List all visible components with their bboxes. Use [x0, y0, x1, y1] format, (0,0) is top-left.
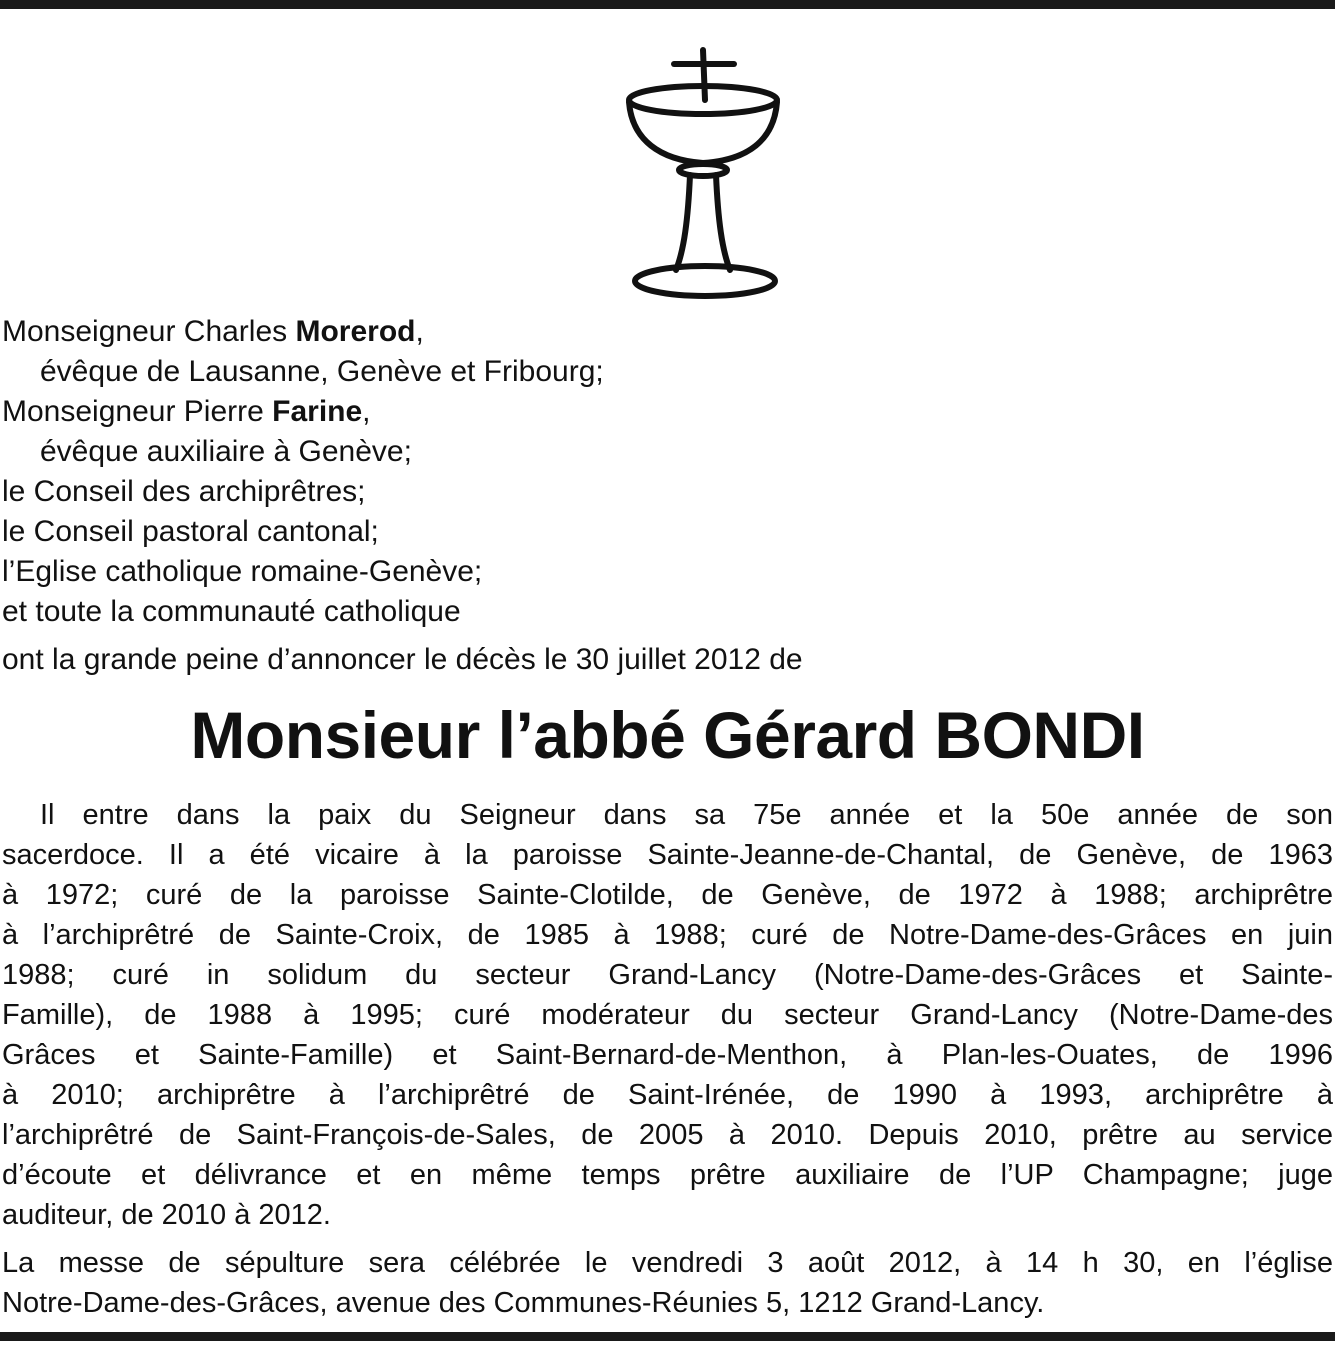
bio-line: 1988; curé in solidum du secteur Grand-Lancy (Notre-Dame-des-Grâces et Sainte- [2, 959, 1333, 991]
sender-line: Monseigneur Charles Morerod, [2, 315, 424, 348]
senders-list [2, 312, 604, 632]
sender-line: le Conseil pastoral cantonal; [2, 515, 379, 548]
bio-line: Famille), de 1988 à 1995; curé modérateur du secteur Grand-Lancy (Notre-Dame-des [2, 999, 1333, 1031]
bio-line: Grâces et Sainte-Famille) et Saint-Bernard-de-Menthon, à Plan-les-Ouates, de 1996 [2, 1039, 1333, 1071]
bio-line: à 2010; archiprêtre à l’archiprêtré de Saint-Irénée, de 1990 à 1993, archiprêtre à [2, 1079, 1333, 1111]
bio-line: Il entre dans la paix du Seigneur dans sa 75e année et la 50e année de son [40, 799, 1333, 831]
sender-line: évêque de Lausanne, Genève et Fribourg; [40, 355, 604, 388]
sender-line: et toute la communauté catholique [2, 595, 461, 628]
sender-line: évêque auxiliaire à Genève; [40, 435, 412, 468]
top-border [0, 0, 1335, 9]
bio-line: à 1972; curé de la paroisse Sainte-Clotilde, de Genève, de 1972 à 1988; archiprêtre [2, 879, 1333, 911]
biography-paragraph [2, 795, 1333, 1235]
sender-line: le Conseil des archiprêtres; [2, 475, 366, 508]
bottom-border [0, 1332, 1335, 1341]
announcement-intro: ont la grande peine d’annoncer le décès le 30 juillet 2012 de [2, 643, 803, 676]
bio-line: sacerdoce. Il a été vicaire à la paroisse Sainte-Jeanne-de-Chantal, de Genève, de 1963 [2, 839, 1333, 871]
sender-line: Monseigneur Pierre Farine, [2, 395, 371, 428]
bio-line: l’archiprêtré de Saint-François-de-Sales, de 2005 à 2010. Depuis 2010, prêtre au service [2, 1119, 1333, 1151]
funeral-line: La messe de sépulture sera célébrée le vendredi 3 août 2012, à 14 h 30, en l’église [2, 1247, 1333, 1279]
funeral-paragraph [2, 1243, 1333, 1323]
bio-line: à l’archiprêtré de Sainte-Croix, de 1985 à 1988; curé de Notre-Dame-des-Grâces en juin [2, 919, 1333, 951]
funeral-line: Notre-Dame-des-Grâces, avenue des Communes-Réunies 5, 1212 Grand-Lancy. [2, 1287, 1045, 1319]
bio-line: d’écoute et délivrance et en même temps prêtre auxiliaire de l’UP Champagne; juge [2, 1159, 1333, 1191]
chalice-with-cross-icon [615, 40, 795, 310]
deceased-name-heading: Monsieur l’abbé Gérard BONDI [190, 698, 1145, 772]
sender-line: l’Eglise catholique romaine-Genève; [2, 555, 483, 588]
bio-line: auditeur, de 2010 à 2012. [2, 1199, 331, 1231]
